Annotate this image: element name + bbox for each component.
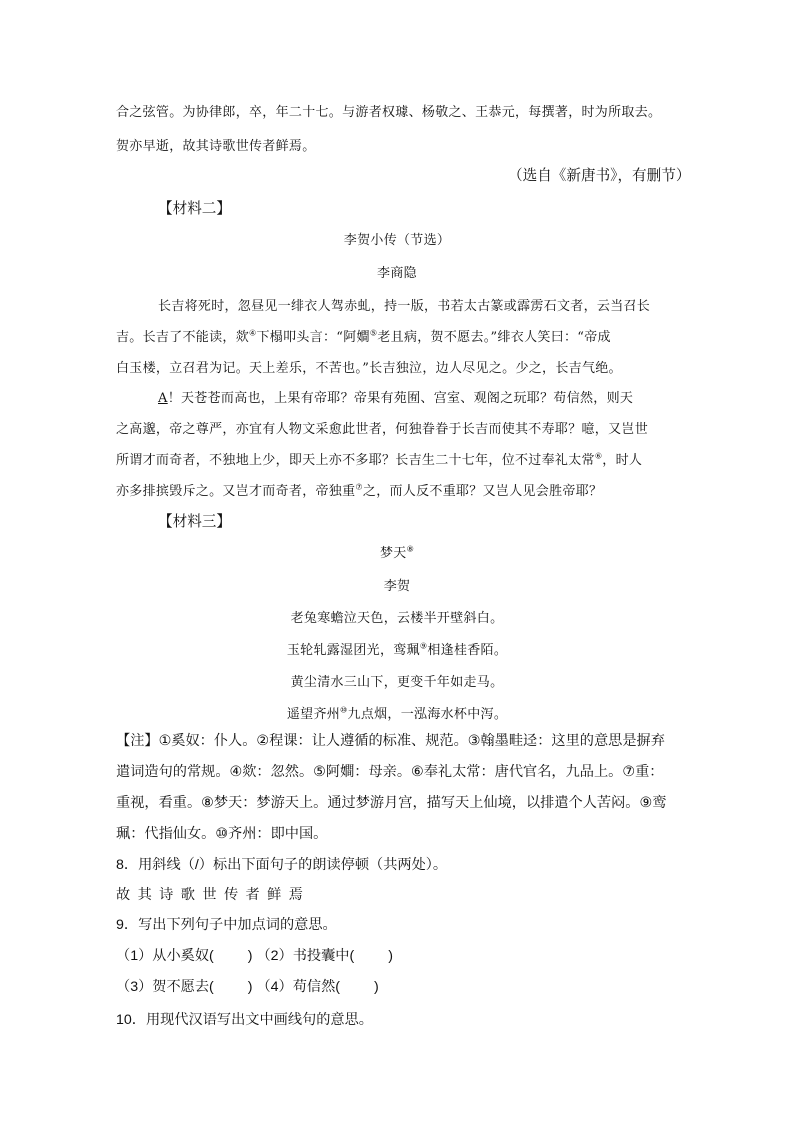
material2-p1-line: 白玉楼，立召君为记。天上差乐，不苦也。”长吉独泣，边人尽见之。少之，长吉气绝。 [116, 361, 622, 376]
material1-line: 贺亦早逝，故其诗歌世传者鲜焉。 [116, 139, 316, 154]
blank-a-mark: A [158, 391, 168, 406]
answer-blank[interactable]: （3）贺不愿去( ) [116, 979, 253, 995]
answer-blank[interactable]: （2）书投囊中( ) [256, 948, 393, 964]
material2-p1-line: 长吉将死时，忽昼见一绯衣人驾赤虬，持一版，书若太古篆或霹雳石文者，云当召长 [158, 299, 651, 314]
poem-line: 黄尘清水三山下，更变千年如走马。 [290, 675, 504, 690]
material1-line: 合之弦管。为协律郎，卒，年二十七。与游者权璩、杨敬之、王恭元，每撰著，时为所取去。 [116, 105, 662, 120]
material3-heading: 【材料三】 [158, 514, 231, 530]
material2-author: 李商隐 [377, 266, 417, 281]
question-10: 10．用现代汉语写出文中画线句的意思。 [116, 1012, 373, 1028]
notes-line: 遣词造句的常规。④欻：忽然。⑤阿𡢃：母亲。⑥奉礼太常：唐代官名，九品上。⑦重： [116, 764, 664, 780]
answer-blank[interactable]: （4）苟信然( ) [256, 979, 379, 995]
poem-line: 老兔寒蟾泣天色，云楼半开壁斜白。 [290, 611, 504, 626]
answer-blank[interactable]: （1）从小奚奴( ) [116, 948, 253, 964]
material2-heading: 【材料二】 [158, 201, 231, 217]
material2-p2-line: A！天苍苍而高也，上果有帝耶？帝果有苑囿、宫室、观阁之玩耶？苟信然，则天 [158, 391, 634, 406]
notes-line: 【注】①奚奴：仆人。②程课：让人遵循的标准、规范。③翰墨畦迳：这里的意思是摒弃 [116, 733, 665, 749]
poem-author: 李贺 [383, 579, 411, 594]
question-8: 8．用斜线（/）标出下面句子的朗读停顿（共两处）。 [116, 857, 448, 873]
question-8-sentence: 故其诗歌世传者鲜焉 [116, 887, 311, 903]
notes-line: 珮：代指仙女。⑩齐州：即中国。 [116, 826, 328, 842]
poem-line: 遥望齐州⑩九点烟，一泓海水杯中泻。 [286, 705, 508, 722]
poem-title: 梦天⑧ [379, 544, 415, 561]
poem-line: 玉轮轧露湿团光，鸾珮⑨相逢桂香陌。 [286, 641, 508, 658]
question-9-row [116, 945, 393, 965]
notes-line: 重视，看重。⑧梦天：梦游天上。通过梦游月宫，描写天上仙境，以排遣个人苦闷。⑨鸾 [116, 795, 667, 811]
material2-p2-line: 之高邈，帝之尊严，亦宜有人物文采愈此世者，何独眷眷于长吉而使其不寿耶？噫，又岂世 [116, 422, 649, 437]
material2-title: 李贺小传（节选） [343, 233, 451, 248]
question-9-row [116, 976, 379, 996]
material2-p1-line: 吉。长吉了不能读，欻④下榻叩头言：“阿𡢃⑤老且病，贺不愿去。”绯衣人笑曰：“帝成 [116, 328, 611, 345]
material2-p2-line: 亦多排摈毁斥之。又岂才而奇者，帝独重⑦之，而人反不重耶？又岂人见会胜帝耶？ [116, 482, 603, 499]
material2-p2-line: 所谓才而奇者，不独地上少，即天上亦不多耶？长吉生二十七年，位不过奉礼太常⑥，时人 [116, 451, 643, 468]
source-citation: （选自《新唐书》，有删节） [508, 168, 691, 184]
question-9: 9．写出下列句子中加点词的意思。 [116, 917, 337, 933]
